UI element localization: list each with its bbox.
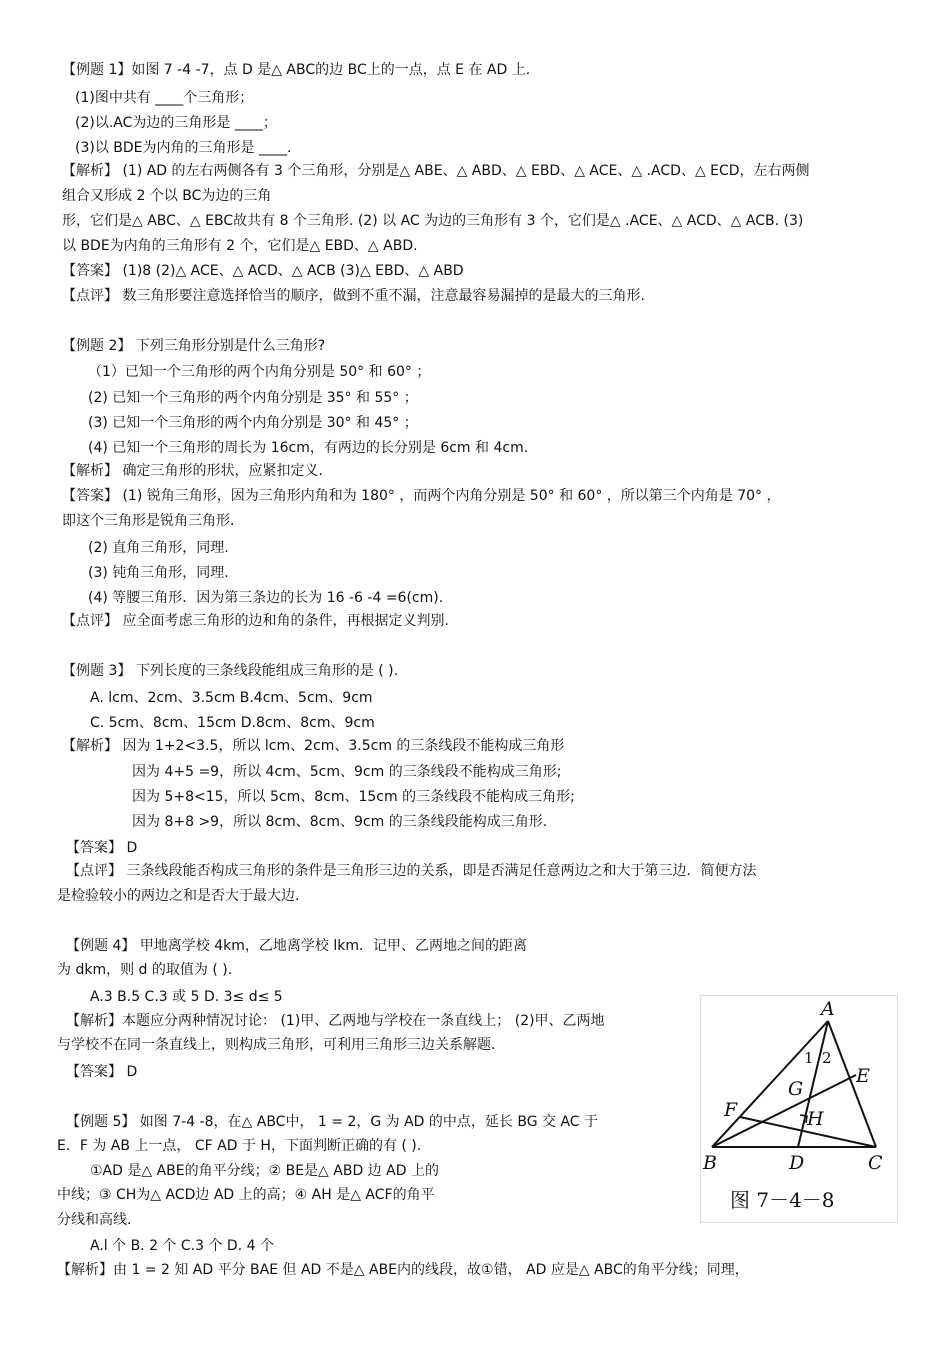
- ex3-comment-2: 是检验较小的两边之和是否大于最大边.: [57, 888, 300, 904]
- ex3-options-cd: C. 5cm、8cm、15cm D.8cm、8cm、9cm: [90, 715, 375, 731]
- label-c: C: [868, 1152, 883, 1174]
- ex2-answer-a3: (3) 钝角三角形，同理.: [88, 565, 229, 581]
- ex3-analysis-1: 【解析】 因为 1+2<3.5，所以 lcm、2cm、3.5cm 的三条线段不能构成三角形: [62, 738, 565, 754]
- ex4-analysis-2: 与学校不在同一条直线上，则构成三角形，可利用三角形三边关系解题.: [57, 1037, 496, 1053]
- ex1-analysis-1: 【解析】 (1) AD 的左右两侧各有 3 个三角形，分别是△ ABE、△ ABD、△ EBD、△ ACE、△ .ACD、△ ECD，左右两侧: [62, 163, 810, 179]
- ex2-q1: （1）已知一个三角形的两个内角分别是 50° 和 60° ；: [88, 364, 431, 380]
- ex2-answer-1: 【答案】 (1) 锐角三角形，因为三角形内角和为 180° ，而两个内角分别是 50° 和 60° ，所以第三个内角是 70° ，: [62, 488, 781, 504]
- ex2-comment: 【点评】 应全面考虑三角形的边和角的条件，再根据定义判别.: [62, 613, 449, 629]
- ex1-answer: 【答案】 (1)8 (2)△ ACE、△ ACD、△ ACB (3)△ EBD、△ ABD: [62, 263, 464, 279]
- ex2-analysis: 【解析】 确定三角形的形状，应紧扣定义.: [62, 463, 323, 479]
- ex2-title: 【例题 2】 下列三角形分别是什么三角形?: [62, 338, 326, 354]
- ex1-q2: (2)以.AC为边的三角形是 ____；: [75, 115, 277, 131]
- ex4-answer: 【答案】 D: [66, 1064, 138, 1080]
- ex5-options: A.l 个 B. 2 个 C.3 个 D. 4 个: [90, 1238, 274, 1254]
- angle-1-label: 1: [804, 1049, 814, 1067]
- ex2-answer-a2: (2) 直角三角形，同理.: [88, 540, 229, 556]
- label-f: F: [724, 1099, 738, 1121]
- ex3-options-ab: A. lcm、2cm、3.5cm B.4cm、5cm、9cm: [90, 690, 373, 706]
- figure-7-4-8: [700, 995, 898, 1223]
- ex2-answer-2: 即这个三角形是锐角三角形.: [62, 513, 235, 529]
- ex1-analysis-2: 组合又形成 2 个以 BC为边的三角: [62, 188, 272, 204]
- figure-caption: 图 7－4－8: [730, 1188, 835, 1212]
- ex3-analysis-3: 因为 5+8<15，所以 5cm、8cm、15cm 的三条线段不能构成三角形;: [132, 789, 575, 805]
- label-h: H: [807, 1108, 824, 1130]
- ex5-statement-2: 中线；③ CH为△ ACD边 AD 上的高；④ AH 是△ ACF的角平: [57, 1187, 435, 1203]
- ex3-comment-1: 【点评】 三条线段能否构成三角形的条件是三角形三边的关系，即是否满足任意两边之和大于第三边．简便方法: [66, 863, 757, 879]
- ex3-analysis-4: 因为 8+8 >9，所以 8cm、8cm、9cm 的三条线段能构成三角形.: [132, 814, 548, 830]
- ex1-comment: 【点评】 数三角形要注意选择恰当的顺序，做到不重不漏，注意最容易漏掉的是最大的三角形.: [62, 288, 645, 304]
- ex2-q2: (2) 已知一个三角形的两个内角分别是 35° 和 55° ；: [88, 390, 418, 406]
- ex3-answer: 【答案】 D: [66, 840, 138, 856]
- ex3-analysis-2: 因为 4+5 =9，所以 4cm、5cm、9cm 的三条线段不能构成三角形;: [132, 764, 562, 780]
- ex3-title: 【例题 3】 下列长度的三条线段能组成三角形的是 ( ).: [62, 663, 399, 679]
- triangle-diagram: [700, 995, 898, 1223]
- ex5-analysis: 【解析】由 1 = 2 知 AD 平分 BAE 但 AD 不是△ ABE内的线段，故①错， AD 应是△ ABC的角平分线；同理，: [57, 1262, 749, 1278]
- angle-2-label: 2: [822, 1049, 832, 1067]
- ex5-title-2: E．F 为 AB 上一点， CF AD 于 H，下面判断正确的有 ( ).: [57, 1138, 422, 1154]
- ex2-q3: (3) 已知一个三角形的两个内角分别是 30° 和 45° ；: [88, 415, 418, 431]
- ex2-q4: (4) 已知一个三角形的周长为 16cm，有两边的长分别是 6cm 和 4cm.: [88, 440, 529, 456]
- ex1-q3: (3)以 BDE为内角的三角形是 ____.: [75, 140, 292, 156]
- label-b: B: [703, 1152, 717, 1174]
- ex5-statement-1: ①AD 是△ ABE的角平分线；② BE是△ ABD 边 AD 上的: [90, 1163, 439, 1179]
- ex4-title-2: 为 dkm，则 d 的取值为 ( ).: [57, 962, 233, 978]
- ex1-title: 【例题 1】如图 7 -4 -7，点 D 是△ ABC的边 BC上的一点，点 E 在 AD 上.: [62, 62, 531, 78]
- ex4-title-1: 【例题 4】 甲地离学校 4km，乙地离学校 lkm．记甲、乙两地之间的距离: [66, 938, 527, 954]
- ex5-statement-3: 分线和高线.: [57, 1212, 132, 1228]
- ex2-answer-a4: (4) 等腰三角形．因为第三条边的长为 16 -6 -4 =6(cm).: [88, 590, 444, 606]
- ex1-q1: (1)图中共有 ____个三角形；: [75, 90, 254, 106]
- label-g: G: [788, 1078, 804, 1100]
- label-d: D: [789, 1152, 805, 1174]
- ex1-analysis-3: 形，它们是△ ABC、△ EBC故共有 8 个三角形. (2) 以 AC 为边的三角形有 3 个，它们是△ .ACE、△ ACD、△ ACB. (3): [62, 213, 804, 229]
- ex5-title-1: 【例题 5】 如图 7-4 -8，在△ ABC中， 1 = 2，G 为 AD 的中点，延长 BG 交 AC 于: [66, 1114, 599, 1130]
- label-a: A: [821, 998, 835, 1020]
- ex1-analysis-4: 以 BDE为内角的三角形有 2 个，它们是△ EBD、△ ABD.: [62, 238, 418, 254]
- ex4-analysis-1: 【解析】本题应分两种情况讨论： (1)甲、乙两地与学校在一条直线上； (2)甲、乙两地: [66, 1013, 605, 1029]
- ex4-options: A.3 B.5 C.3 或 5 D. 3≤ d≤ 5: [90, 989, 283, 1005]
- label-e: E: [856, 1065, 870, 1087]
